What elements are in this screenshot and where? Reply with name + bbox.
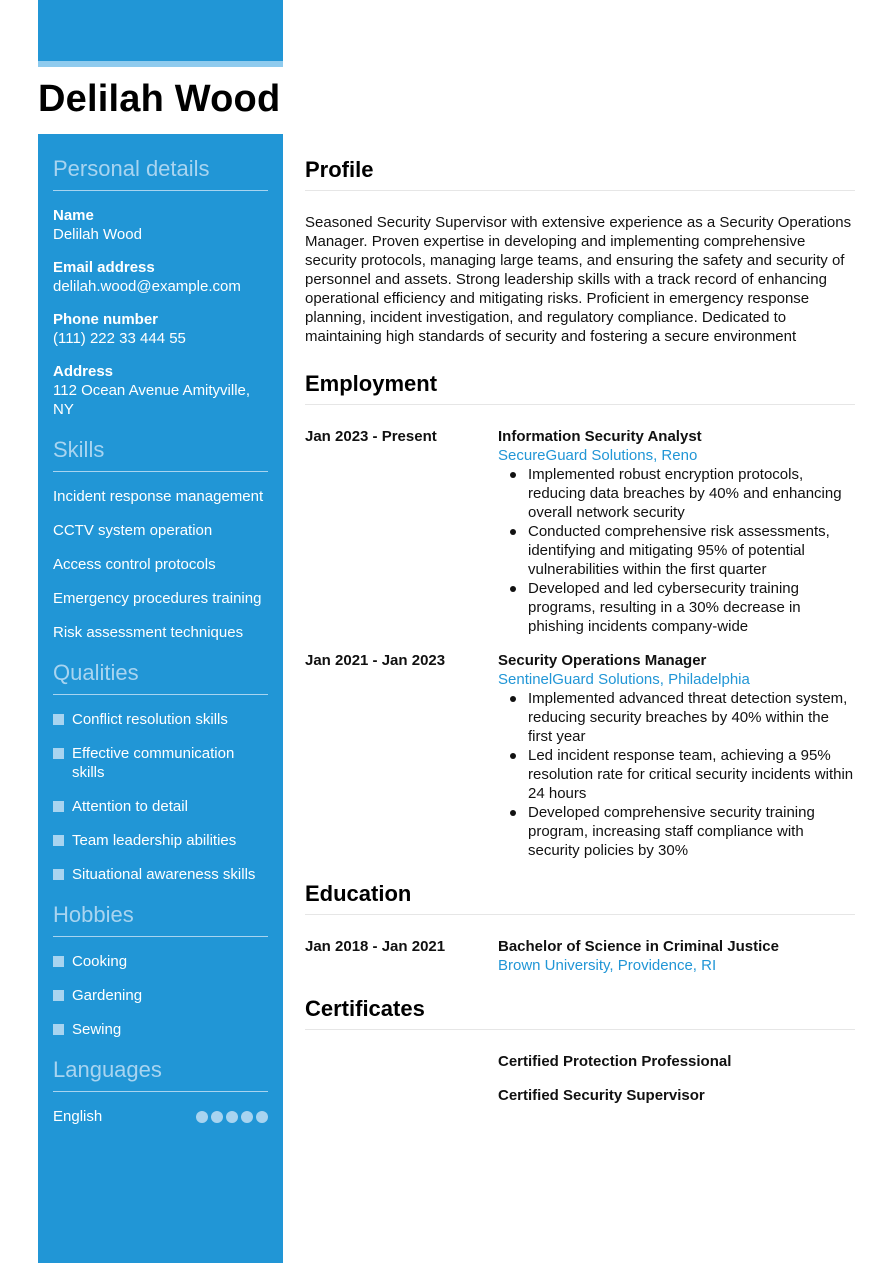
quality-item — [53, 797, 268, 816]
employment-section — [305, 370, 855, 860]
square-bullet-icon — [53, 990, 64, 1001]
achievement-item: Implemented robust encryption protocols, reducing data breaches by 40% and enhancing overall network security — [498, 465, 855, 522]
degree-title: Bachelor of Science in Criminal Justice — [498, 938, 779, 955]
sidebar — [38, 134, 283, 1263]
personal-details-section — [53, 156, 268, 419]
certificates-section — [305, 995, 855, 1105]
language-level-rating — [196, 1111, 268, 1123]
employment-heading: Employment — [305, 370, 855, 405]
education-section — [305, 880, 855, 975]
rating-dot-icon — [256, 1111, 268, 1123]
language-item — [53, 1107, 268, 1126]
job-title: Information Security Analyst — [498, 428, 702, 445]
achievement-list — [498, 465, 855, 636]
entry-body — [498, 651, 855, 860]
profile-heading: Profile — [305, 156, 855, 191]
detail-value: delilah.wood@example.com — [53, 278, 241, 295]
square-bullet-icon — [53, 869, 64, 880]
certificates-heading: Certificates — [305, 995, 855, 1030]
skill-item: Access control protocols — [53, 556, 216, 573]
skills-heading: Skills — [53, 437, 268, 472]
languages-heading: Languages — [53, 1057, 268, 1092]
square-bullet-icon — [53, 748, 64, 759]
detail-name — [53, 206, 268, 244]
detail-address — [53, 362, 268, 419]
qualities-section — [53, 660, 268, 884]
qualities-heading: Qualities — [53, 660, 268, 695]
rating-dot-icon — [226, 1111, 238, 1123]
entry-date: Jan 2023 - Present — [305, 428, 437, 445]
employment-entry — [305, 427, 855, 636]
hobbies-heading: Hobbies — [53, 902, 268, 937]
quality-label: Effective communication skills — [72, 745, 235, 781]
job-title: Security Operations Manager — [498, 652, 707, 669]
hobby-item — [53, 952, 268, 971]
achievement-item: Conducted comprehensive risk assessments, identifying and mitigating 95% of potential vulnerabilities within the first quarter — [498, 522, 855, 579]
achievement-item: Developed and led cybersecurity training programs, resulting in a 30% decrease in phishing incidents company-wide — [498, 579, 855, 636]
profile-section — [305, 156, 855, 346]
quality-item — [53, 865, 268, 884]
hobby-label: Gardening — [72, 987, 143, 1004]
detail-value: (111) 222 33 444 55 — [53, 330, 186, 347]
employer: SentinelGuard Solutions, Philadelphia — [498, 671, 750, 688]
quality-item — [53, 710, 268, 729]
detail-email — [53, 258, 268, 296]
achievement-list — [498, 689, 855, 860]
certificate-item: Certified Security Supervisor — [498, 1087, 705, 1104]
detail-label: Address — [53, 363, 114, 380]
header-accent-strip — [38, 61, 283, 67]
hobby-label: Sewing — [72, 1021, 122, 1038]
employment-entry — [305, 651, 855, 860]
quality-item — [53, 831, 268, 850]
detail-label: Phone number — [53, 311, 159, 328]
skill-item: Emergency procedures training — [53, 590, 262, 607]
header-color-band — [38, 0, 283, 61]
square-bullet-icon — [53, 835, 64, 846]
entry-body — [498, 937, 855, 975]
candidate-name: Delilah Wood — [38, 78, 281, 120]
square-bullet-icon — [53, 714, 64, 725]
quality-item — [53, 744, 268, 782]
quality-label: Team leadership abilities — [72, 832, 237, 849]
square-bullet-icon — [53, 956, 64, 967]
skill-item: Risk assessment techniques — [53, 624, 244, 641]
detail-phone — [53, 310, 268, 348]
rating-dot-icon — [211, 1111, 223, 1123]
skill-item: Incident response management — [53, 488, 264, 505]
achievement-item: Developed comprehensive security training program, increasing staff compliance with security policies by 30% — [498, 803, 855, 860]
entry-date: Jan 2018 - Jan 2021 — [305, 938, 446, 955]
language-name: English — [53, 1108, 103, 1125]
skills-section — [53, 437, 268, 642]
personal-details-heading: Personal details — [53, 156, 268, 191]
square-bullet-icon — [53, 801, 64, 812]
skill-item: CCTV system operation — [53, 522, 213, 539]
rating-dot-icon — [196, 1111, 208, 1123]
hobby-label: Cooking — [72, 953, 128, 970]
hobbies-section — [53, 902, 268, 1039]
certificate-item: Certified Protection Professional — [498, 1053, 732, 1070]
achievement-item: Led incident response team, achieving a 95% resolution rate for critical security incidents within 24 hours — [498, 746, 855, 803]
detail-label: Name — [53, 207, 94, 224]
quality-label: Attention to detail — [72, 798, 188, 815]
rating-dot-icon — [241, 1111, 253, 1123]
entry-body — [498, 427, 855, 636]
achievement-item: Implemented advanced threat detection system, reducing security breaches by 40% within the first year — [498, 689, 855, 746]
entry-date: Jan 2021 - Jan 2023 — [305, 652, 446, 669]
hobby-item — [53, 986, 268, 1005]
detail-label: Email address — [53, 259, 155, 276]
employer: SecureGuard Solutions, Reno — [498, 447, 698, 464]
languages-section — [53, 1057, 268, 1126]
profile-summary: Seasoned Security Supervisor with extensive experience as a Security Operations Manager. Proven expertise in developing and implementing comprehensive security protocols, managing large teams, and ensuring the safety and security of personnel and assets. Strong leadership skills with a track record of enhancing operational efficiency and mitigating risks. Proficient in emergency response planning, incident investigation, and regulatory compliance. Dedicated to maintaining high standards of security and fostering a secure environment — [305, 214, 852, 345]
detail-value: Delilah Wood — [53, 226, 142, 243]
education-heading: Education — [305, 880, 855, 915]
detail-value: 112 Ocean Avenue Amityville, NY — [53, 382, 251, 418]
quality-label: Conflict resolution skills — [72, 711, 228, 728]
main-content — [305, 156, 855, 1120]
education-entry — [305, 937, 855, 975]
square-bullet-icon — [53, 1024, 64, 1035]
institution: Brown University, Providence, RI — [498, 957, 717, 974]
quality-label: Situational awareness skills — [72, 866, 256, 883]
hobby-item — [53, 1020, 268, 1039]
